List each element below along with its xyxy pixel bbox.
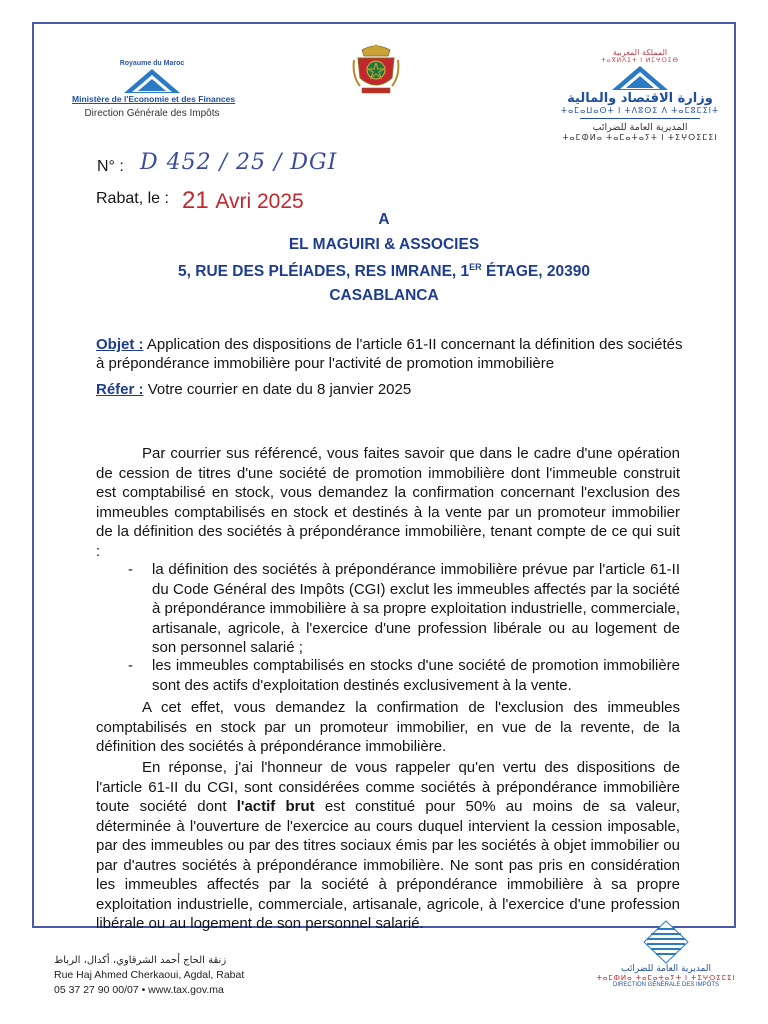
date-month-year: Avri 2025 xyxy=(215,190,304,213)
addressee-city: CASABLANCA xyxy=(329,287,439,304)
reference-text: Votre courrier en date du 8 janvier 2025 xyxy=(147,381,412,398)
subject-line xyxy=(96,335,686,373)
footer-dgi-tifinagh: ⵜⴰⵎⵀⵍⴰ ⵜⴰⵎⴰⵜⴰⵢⵜ ⵏ ⵜⵉⵖⵔⵉⵎⵉⵏ xyxy=(596,975,736,982)
subject-text: Application des dispositions de l'article 61-II concernant la définition des sociétés à prépondérance immobilière pour l'activité de promotion immobilière xyxy=(96,336,683,372)
ministry-label-ar: وزارة الاقتصاد والمالية xyxy=(567,91,713,106)
footer-address-fr: Rue Haj Ahmed Cherkaoui, Agdal, Rabat xyxy=(54,969,245,981)
royal-coat-of-arms-icon xyxy=(352,42,400,96)
list-item-text: la définition des sociétés à prépondérance immobilière prévue par l'article 61-II du Code Général des Impôts (CGI) exclut les immeubles affectés par la société à prépondérance immobilière à sa propre exploitation industrielle, commerciale, artisanale, agricole, à l'exercice d'une profession libérale ou au logement de son personnel salarié ; xyxy=(152,561,680,656)
subject-label: Objet : xyxy=(96,336,144,353)
directorate-label-tifinagh: ⵜⴰⵎⵀⵍⴰ ⵜⴰⵎⴰⵜⴰⵢⵜ ⵏ ⵜⵉⵖⵔⵉⵎⵉⵏ xyxy=(562,133,718,142)
addressee-street: 5, RUE DES PLÉIADES, RES IMRANE, 1ER ÉTAGE, 20390 xyxy=(178,262,590,281)
dash-icon: - xyxy=(128,561,133,578)
ministry-logo-ar xyxy=(560,48,720,142)
reference-label: Réfer : xyxy=(96,381,144,398)
footer-contact: 05 37 27 90 00/07 • www.tax.gov.ma xyxy=(54,984,224,996)
kingdom-label-tifinagh: ⵜⴰⴳⵍⴷⵉⵜ ⵏ ⵍⵎⵖⵔⵉⴱ xyxy=(601,58,679,64)
reference-line xyxy=(96,380,686,399)
paragraph-2: A cet effet, vous demandez la confirmation de l'exclusion des immeubles comptabilisés en stock par un promoteur immobilier, en vue de la revente, de la définition des sociétés à prépondérance immobilière. xyxy=(96,699,680,755)
list-item xyxy=(128,560,680,658)
ministry-label-tifinagh: ⵜⴰⵎⴰⵡⴰⵙⵜ ⵏ ⵜⴷⵓⵙⵉ ⴷ ⵜⴰⵎⵓⵎⵉⵏⵜ xyxy=(560,106,720,115)
bold-term: l'actif brut xyxy=(236,798,315,815)
paragraph-3: En réponse, j'ai l'honneur de vous rappeler qu'en vertu des dispositions de l'article 61-II du CGI, sont considérées comme sociétés à prépondérance immobilière toute société dont l'actif brut est constitué pour 50% au moins de sa valeur, déterminée à l'ouverture de l'exercice au cours duquel intervient la cession imposable, par des immeubles ou par des titres sociaux émis par les sociétés à objet immobilier ou par d'autres sociétés à prépondérance immobilière. Ne sont pas pris en considération les immeubles affectés par la société à prépondérance immobilière à sa propre exploitation industrielle, commerciale, artisanale, agricole, à l'exercice d'une profession libérale ou au logement de son personnel salarié. xyxy=(96,759,681,932)
kingdom-label-ar: المملكة المغربية xyxy=(612,48,668,57)
dgi-globe-logo-icon xyxy=(643,920,689,964)
date-day: 21 xyxy=(182,187,209,214)
ministry-logo-fr xyxy=(72,60,236,119)
dash-icon: - xyxy=(128,657,133,674)
reference-number-label: N° : xyxy=(97,158,124,175)
footer-dgi-fr: DIRECTION GÉNÉRALE DES IMPÔTS xyxy=(612,982,720,988)
paragraph-1: Par courrier sus référencé, vous faites savoir que dans le cadre d'une opération de cession de titres d'une société de promotion immobilière dont l'immeuble construit est comptabilisé en stock, vous demandez la confirmation concernant l'exclusion des immeubles comptabilisés en stock et destinés à la vente par un promoteur immobilier de la définition des sociétés à prépondérance immobilière, tenant compte de ce qui suit : xyxy=(96,445,680,560)
addressee-prefix: A xyxy=(378,211,390,228)
footer-dgi-ar: المديرية العامة للضرائب xyxy=(621,964,711,974)
reference-number-handwritten: D 452 / 25 / DGI xyxy=(140,150,338,175)
list-item-text: les immeubles comptabilisés en stocks d'une société de promotion immobilière sont des actifs d'exploitation destinés exclusivement à la vente. xyxy=(152,657,680,694)
footer-address xyxy=(54,953,244,998)
dgi-logo-icon xyxy=(610,65,670,91)
directorate-label-ar: المديرية العامة للضرائب xyxy=(592,122,688,133)
dgi-logo-icon xyxy=(122,68,182,94)
addressee-name: EL MAGUIRI & ASSOCIES xyxy=(288,236,480,253)
directorate-label: Direction Générale des Impôts xyxy=(84,108,220,119)
ministry-label: Ministère de l'Economie et des Finances xyxy=(72,94,236,104)
kingdom-label: Royaume du Maroc xyxy=(119,60,185,67)
list-item xyxy=(128,656,680,695)
footer-logo xyxy=(596,920,736,988)
divider xyxy=(580,118,700,119)
date-label: Rabat, le : xyxy=(96,190,169,207)
footer-address-ar: زنقة الحاج أحمد الشرقاوي، أكدال، الرباط xyxy=(54,955,227,966)
